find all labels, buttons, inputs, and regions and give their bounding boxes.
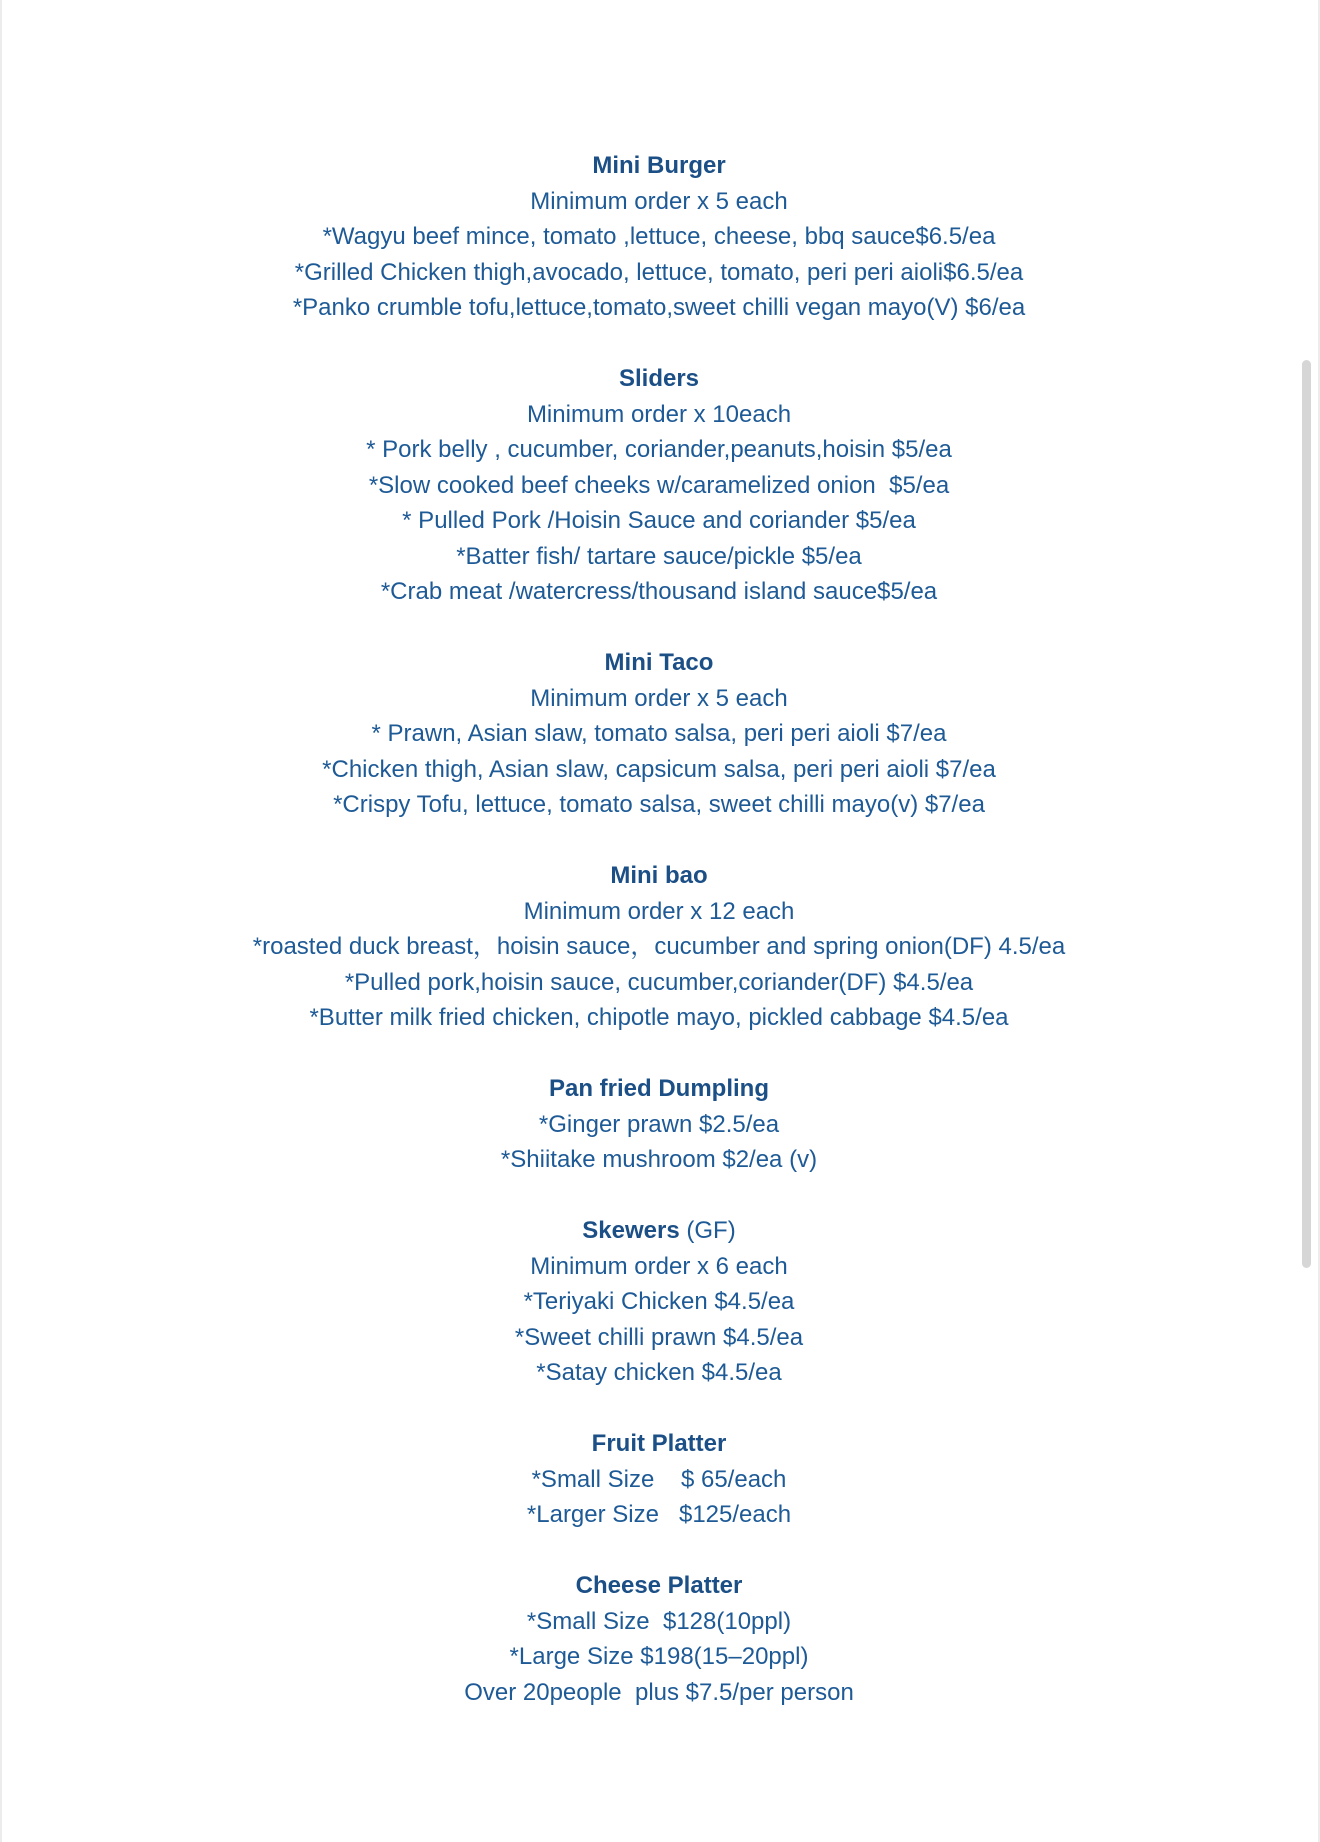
menu-item: *Crab meat /watercress/thousand island sauce$5/ea: [380, 578, 938, 605]
section-title: Mini Taco: [604, 649, 714, 676]
section-mini-burger: [0, 148, 1318, 326]
menu-item: *Chicken thigh, Asian slaw, capsicum salsa, peri peri aioli $7/ea: [322, 755, 996, 783]
section-title: Pan fried Dumpling: [548, 1075, 769, 1102]
menu-item: *Slow cooked beef cheeks w/caramelized onion $5/ea: [368, 471, 950, 499]
menu-item: *Satay chicken $4.5/ea: [536, 1359, 782, 1386]
section-heading: [0, 1213, 1318, 1249]
menu-item: *Shiitake mushroom $2/ea (v): [500, 1146, 818, 1173]
menu-item: *roasted duck breast，hoisin sauce，cucumber and spring onion(DF) 4.5/ea: [252, 933, 1066, 960]
menu-item: *Butter milk fried chicken, chipotle mayo, pickled cabbage $4.5/ea: [309, 1004, 1009, 1031]
minimum-order: Minimum order x 5 each: [530, 187, 788, 215]
section-title: Mini Burger: [592, 152, 726, 179]
menu-item: *Ginger prawn $2.5/ea: [538, 1110, 780, 1138]
section-title: Fruit Platter: [591, 1430, 727, 1457]
menu-item: *Larger Size $125/each: [526, 1501, 792, 1528]
menu-item: *Small Size $128(10ppl): [526, 1607, 792, 1635]
section-title: Mini bao: [610, 862, 708, 889]
menu-item: *Teriyaki Chicken $4.5/ea: [523, 1288, 795, 1315]
section-cheese-platter: [0, 1568, 1318, 1710]
section-mini-taco: [0, 645, 1318, 823]
section-sliders: [0, 361, 1318, 610]
minimum-order: Minimum order x 12 each: [523, 897, 795, 925]
menu-item: *Pulled pork,hoisin sauce, cucumber,coriander(DF) $4.5/ea: [344, 968, 974, 996]
menu-item: *Panko crumble tofu,lettuce,tomato,sweet chilli vegan mayo(V) $6/ea: [292, 294, 1026, 321]
menu-item: *Grilled Chicken thigh,avocado, lettuce, tomato, peri peri aioli$6.5/ea: [294, 258, 1024, 286]
section-title: Skewers: [582, 1217, 680, 1244]
menu-item: *Wagyu beef mince, tomato ,lettuce, cheese, bbq sauce$6.5/ea: [322, 223, 996, 250]
minimum-order: Minimum order x 5 each: [530, 684, 788, 712]
menu-item: *Small Size $ 65/each: [531, 1465, 787, 1493]
menu-item: * Pulled Pork /Hoisin Sauce and coriander $5/ea: [402, 507, 916, 534]
section-title: Sliders: [618, 365, 700, 392]
section-title-note: (GF): [679, 1217, 736, 1244]
minimum-order: Minimum order x 6 each: [530, 1252, 788, 1280]
minimum-order: Minimum order x 10each: [526, 400, 792, 428]
section-title: Cheese Platter: [575, 1572, 743, 1599]
menu-item: *Large Size $198(15–20ppl): [509, 1643, 809, 1670]
menu-item: * Pork belly , cucumber, coriander,peanuts,hoisin $5/ea: [366, 436, 952, 463]
menu-document: [0, 148, 1318, 1710]
section-skewers: [0, 1213, 1318, 1391]
section-pan-fried-dumpling: [0, 1071, 1318, 1178]
menu-item: *Batter fish/ tartare sauce/pickle $5/ea: [456, 542, 862, 570]
section-fruit-platter: [0, 1426, 1318, 1533]
menu-item: *Sweet chilli prawn $4.5/ea: [514, 1323, 804, 1351]
menu-item: Over 20people plus $7.5/per person: [464, 1678, 854, 1706]
menu-item: * Prawn, Asian slaw, tomato salsa, peri peri aioli $7/ea: [371, 720, 947, 747]
menu-item: *Crispy Tofu, lettuce, tomato salsa, sweet chilli mayo(v) $7/ea: [333, 791, 985, 818]
section-mini-bao: [0, 858, 1318, 1036]
